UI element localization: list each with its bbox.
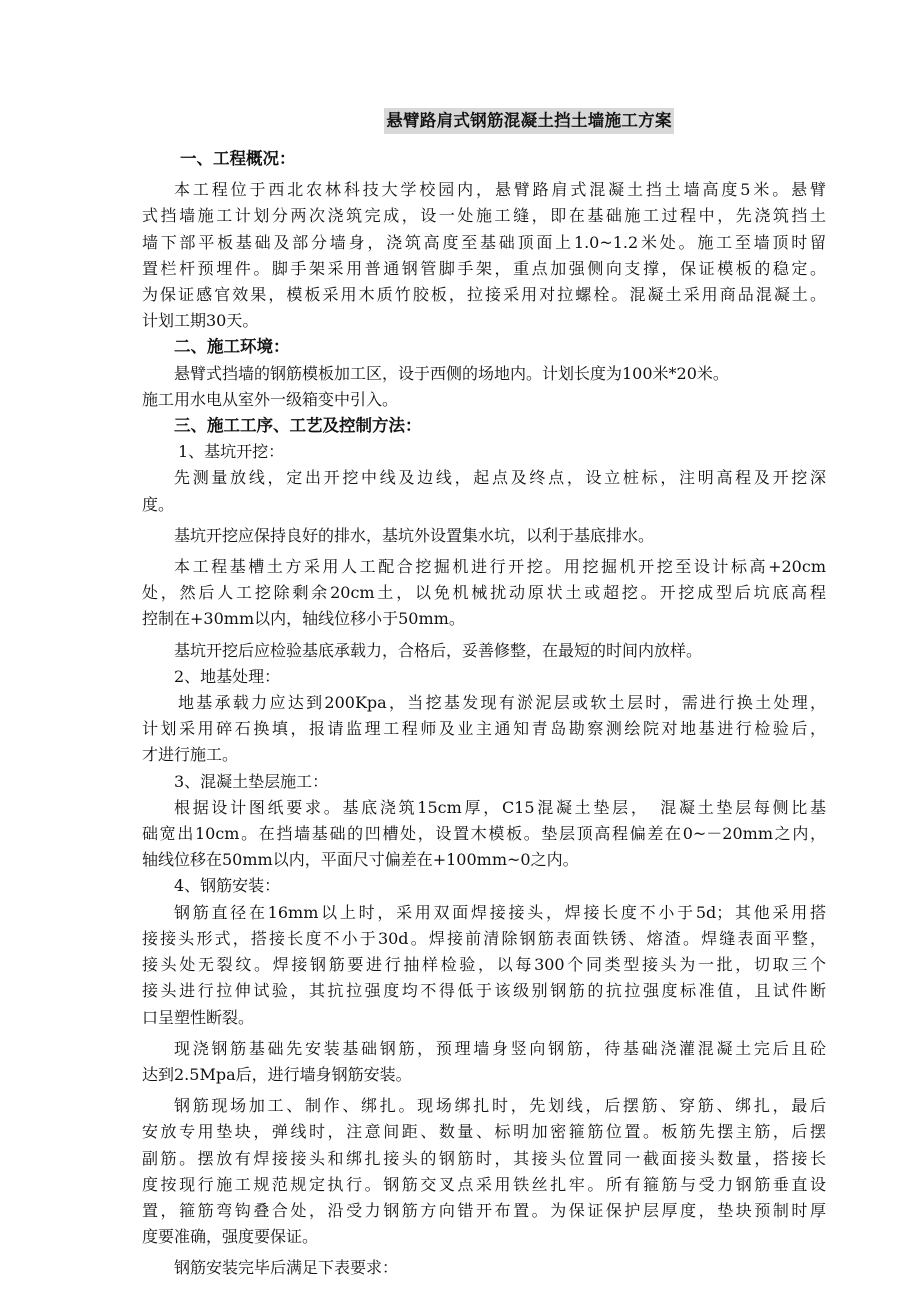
paragraph-line: 才进行施工。 [142, 745, 239, 765]
paragraph-line: 本工程基槽土方采用人工配合挖掘机进行开挖。用挖掘机开挖至设计标高+20cm [174, 557, 826, 577]
paragraph-line: 墙下部平板基础及部分墙身，浇筑高度至基础顶面上1.0~1.2米处。施工至墙顶时留 [142, 232, 826, 252]
paragraph-line: 控制在+30mm以内，轴线位移小于50mm。 [142, 609, 465, 629]
paragraph-line: 置栏杆预埋件。脚手架采用普通钢管脚手架，重点加强侧向支撑，保证模板的稳定。 [142, 258, 826, 278]
paragraph-line: 施工用水电从室外一级箱变中引入。 [142, 389, 399, 409]
paragraph-line: 计划工期30天。 [142, 311, 259, 331]
paragraph-line: 为保证感官效果，模板采用木质竹胶板，拉接采用对拉螺栓。混凝土采用商品混凝土。 [142, 285, 826, 305]
paragraph-line: 副筋。摆放有焊接接头和绑扎接头的钢筋时，其接头位置同一截面接头数量，搭接长 [142, 1148, 826, 1168]
paragraph-line: 钢筋现场加工、制作、绑扎。现场绑扎时，先划线，后摆筋、穿筋、绑扎，最后 [174, 1096, 826, 1116]
paragraph-line: 根据设计图纸要求。基底浇筑15cm厚，C15混凝土垫层， 混凝土垫层每侧比基 [174, 797, 826, 817]
paragraph-line: 本工程位于西北农林科技大学校园内，悬臂路肩式混凝土挡土墙高度5米。悬臂 [174, 180, 826, 200]
paragraph-line: 接头处无裂纹。焊接钢筋要进行抽样检验，以每300个同类型接头为一批，切取三个 [142, 955, 826, 975]
subheading-excavation: 1、基坑开挖： [178, 442, 285, 462]
paragraph-line: 达到2.5Mpa后，进行墙身钢筋安装。 [142, 1064, 412, 1084]
paragraph-line: 度。 [142, 494, 175, 514]
paragraph-line: 基坑开挖应保持良好的排水，基坑外设置集水坑，以利于基底排水。 [174, 525, 655, 545]
paragraph-line: 口呈塑性断裂。 [142, 1007, 255, 1027]
paragraph-line: 度要准确，强度要保证。 [142, 1227, 319, 1247]
subheading-foundation: 2、地基处理： [174, 666, 281, 686]
document-title: 悬臂路肩式钢筋混凝土挡土墙施工方案 [384, 108, 674, 134]
paragraph-line: 式挡墙施工计划分两次浇筑完成，设一处施工缝，即在基础施工过程中，先浇筑挡土 [142, 206, 826, 226]
paragraph-line: 现浇钢筋基础先安装基础钢筋，预理墙身竖向钢筋，待基础浇灌混凝土完后且砼 [174, 1038, 826, 1058]
paragraph-line: 轴线位移在50mm以内，平面尺寸偏差在+100mm~0之内。 [142, 850, 579, 870]
subheading-cushion: 3、混凝土垫层施工： [174, 771, 329, 791]
paragraph-line: 悬臂式挡墙的钢筋模板加工区，设于西侧的场地内。计划长度为100米*20米。 [174, 363, 729, 383]
title-block [232, 108, 826, 134]
document-page [142, 108, 826, 1282]
paragraph-line: 处，然后人工挖除剩余20cm土，以免机械扰动原状土或超挖。开挖成型后坑底高程 [142, 583, 826, 603]
paragraph-line: 钢筋安装完毕后满足下表要求： [174, 1258, 399, 1278]
paragraph-line: 基坑开挖后应检验基底承载力，合格后，妥善修整，在最短的时间内放样。 [174, 640, 703, 660]
paragraph-line: 度按现行施工规范规定执行。钢筋交叉点采用铁丝扎牢。所有箍筋与受力钢筋垂直设 [142, 1174, 826, 1194]
paragraph-line: 钢筋直径在16mm以上时，采用双面焊接接头，焊接长度不小于5d；其他采用搭 [174, 902, 826, 922]
paragraph-line: 地基承载力应达到200Kpa，当挖基发现有淤泥层或软土层时，需进行换土处理， [178, 693, 826, 713]
paragraph-line: 接接头形式，搭接长度不小于30d。焊接前清除钢筋表面铁锈、熔渣。焊缝表面平整， [142, 928, 826, 948]
paragraph-line: 础宽出10cm。在挡墙基础的凹槽处，设置木模板。垫层顶高程偏差在0~－20mm之内， [142, 824, 826, 844]
paragraph-line: 计划采用碎石换填，报请监理工程师及业主通知青岛勘察测绘院对地基进行检验后， [142, 719, 826, 739]
subheading-rebar: 4、钢筋安装： [174, 876, 281, 896]
paragraph-line: 安放专用垫块，弹线时，注意间距、数量、标明加密箍筋位置。板筋先摆主筋，后摆 [142, 1122, 826, 1142]
section-heading-overview: 一、工程概况： [180, 149, 296, 168]
section-heading-process: 三、施工工序、工艺及控制方法： [174, 416, 422, 436]
paragraph-line: 置，箍筋弯钩叠合处，沿受力钢筋方向错开布置。为保证保护层厚度，垫块预制时厚 [142, 1200, 826, 1220]
section-heading-environment: 二、施工环境： [174, 337, 290, 357]
paragraph-line: 接头进行拉伸试验，其抗拉强度均不得低于该级别钢筋的抗拉强度标准值，且试件断 [142, 981, 826, 1001]
paragraph-line: 先测量放线，定出开挖中线及边线，起点及终点，设立桩标，注明高程及开挖深 [174, 468, 826, 488]
